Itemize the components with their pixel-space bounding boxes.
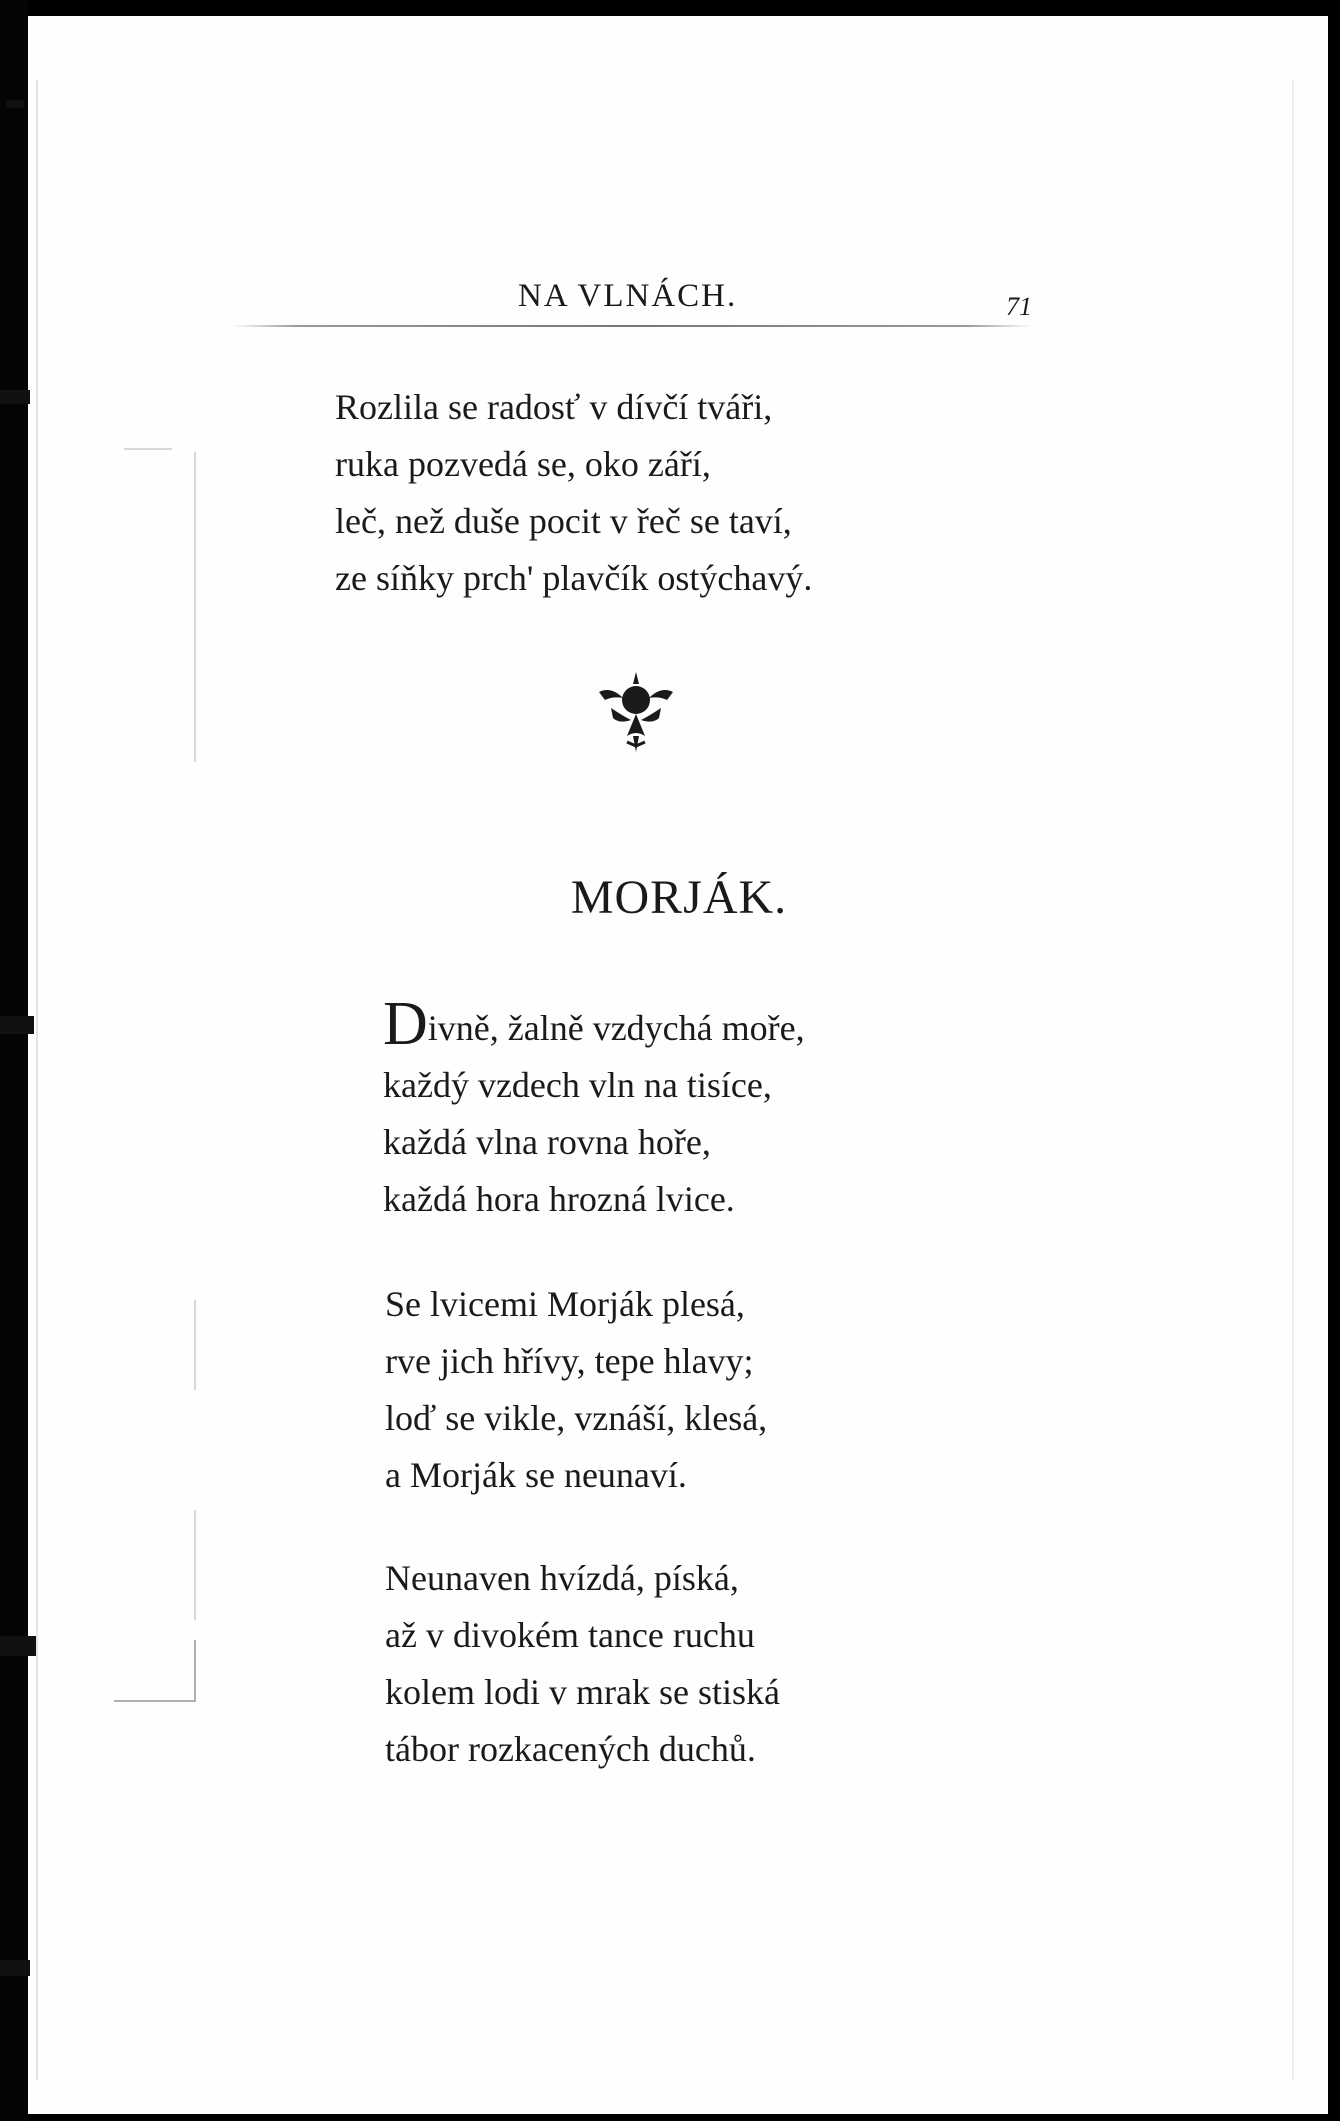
binding-mark — [0, 390, 30, 404]
verse-line-first — [383, 990, 805, 1058]
book-binding-edge — [0, 0, 28, 2121]
poem-title: MORJÁK. — [570, 871, 788, 924]
margin-show-through-line — [124, 448, 172, 450]
margin-show-through-line — [194, 1640, 196, 1702]
drop-cap: D — [383, 990, 428, 1058]
binding-mark — [6, 100, 24, 108]
verse-line: Se lvicemi Morják plesá, — [385, 1284, 745, 1324]
verse-line: až v divokém tance ruchu — [385, 1615, 755, 1655]
margin-show-through-line — [114, 1700, 194, 1702]
margin-show-through-line — [194, 1300, 196, 1390]
verse-line: rve jich hřívy, tepe hlavy; — [385, 1341, 754, 1381]
page-edge-line — [36, 80, 38, 2080]
verse-line: každý vzdech vln na tisíce, — [383, 1065, 772, 1105]
verse-line: každá hora hrozná lvice. — [383, 1179, 735, 1219]
margin-show-through-line — [194, 1510, 196, 1620]
binding-mark — [0, 1960, 30, 1976]
verse-line: Rozlila se radosť v dívčí tváři, — [335, 387, 773, 427]
verse-line: tábor rozkacených duchů. — [385, 1729, 756, 1769]
page-number: 71 — [1006, 292, 1032, 321]
poem-stanza-2 — [385, 1276, 767, 1504]
verse-line: každá vlna rovna hoře, — [383, 1122, 711, 1162]
verse-line: ze síňky prch' plavčík ostýchavý. — [335, 558, 813, 598]
verse-line: loď se vikle, vznáší, klesá, — [385, 1398, 768, 1438]
poem-stanza-1 — [383, 990, 805, 1228]
first-line-rest: ivně, žalně vzdychá moře, — [427, 1008, 805, 1048]
binding-mark — [0, 1636, 38, 1656]
verse-line: ruka pozvedá se, oko září, — [335, 444, 711, 484]
running-head-title: NA VLNÁCH. — [518, 278, 738, 314]
floral-vignette-icon — [597, 670, 675, 754]
stanza-continuation — [335, 379, 812, 607]
margin-show-through-line — [194, 452, 196, 762]
binding-mark — [0, 1016, 34, 1034]
verse-line: Neunaven hvízdá, píská, — [385, 1558, 739, 1598]
verse-line: leč, než duše pocit v řeč se taví, — [335, 501, 792, 541]
poem-stanza-3 — [385, 1550, 780, 1778]
page-edge-line — [1292, 80, 1294, 2080]
verse-line: a Morják se neunaví. — [385, 1455, 687, 1495]
verse-line: kolem lodi v mrak se stiská — [385, 1672, 780, 1712]
running-head-rule — [232, 325, 1032, 327]
